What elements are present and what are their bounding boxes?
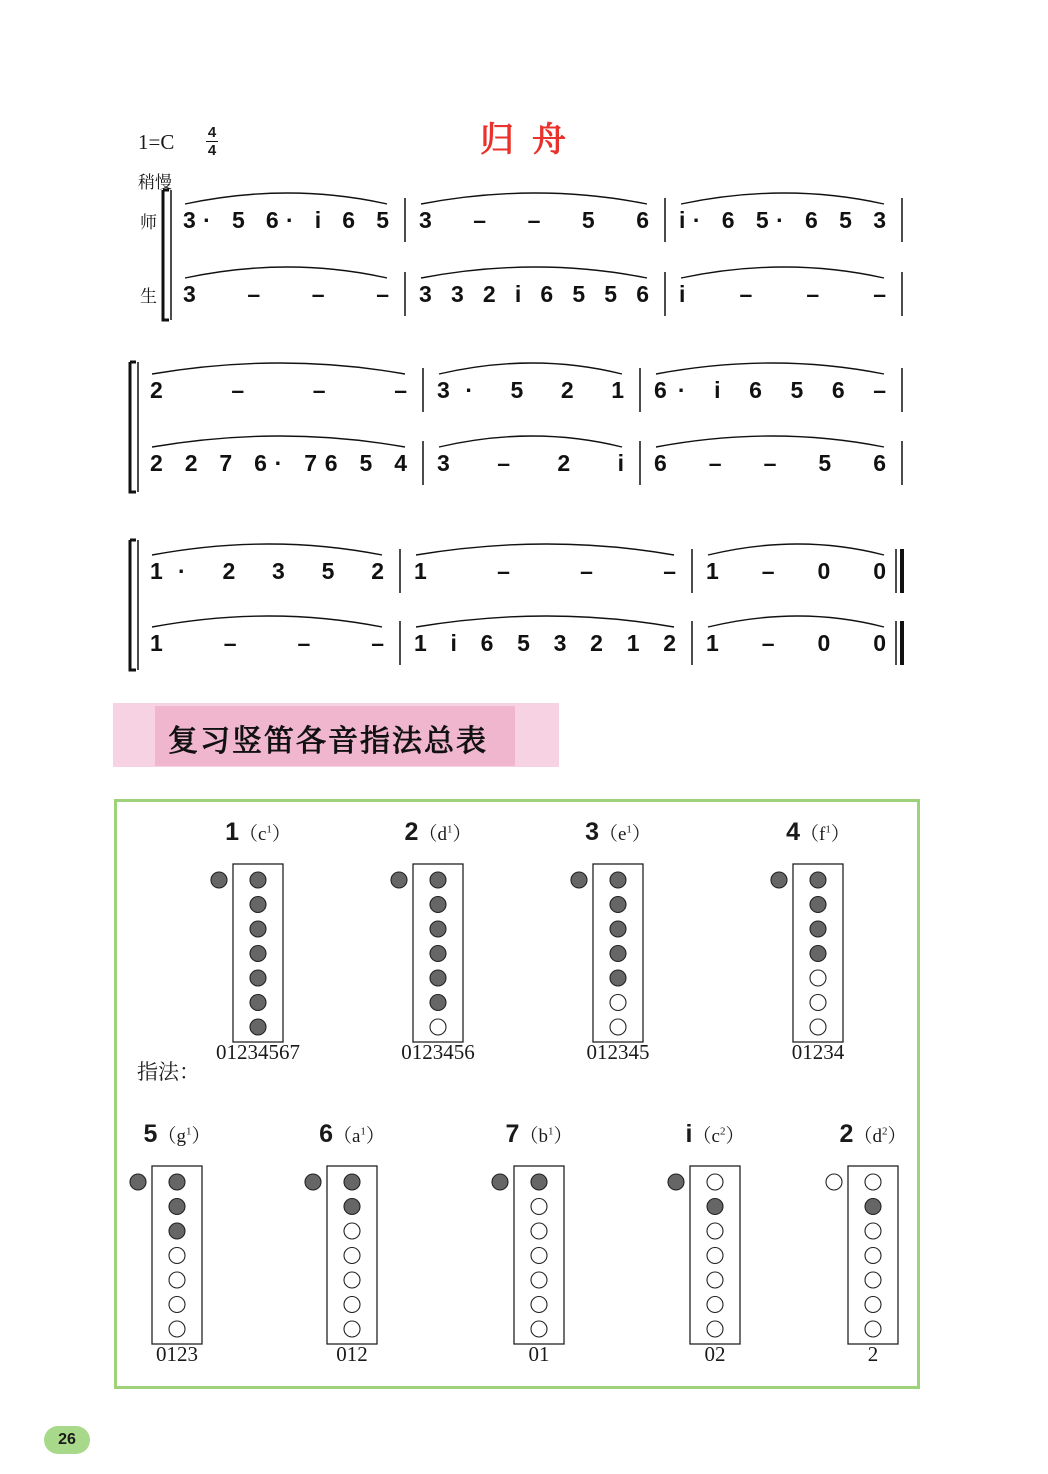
finger-hole-7 xyxy=(169,1321,185,1337)
note-octave: 1 xyxy=(266,823,272,836)
note-number: 1 xyxy=(225,818,239,846)
fingering-note-title xyxy=(333,818,543,847)
recorder-diagram xyxy=(713,858,923,1048)
system-brace xyxy=(130,362,136,492)
finger-hole-2 xyxy=(531,1199,547,1215)
finger-hole-4 xyxy=(707,1248,723,1264)
slur xyxy=(185,267,387,278)
finger-hole-2 xyxy=(707,1199,723,1215)
finger-hole-5 xyxy=(250,970,266,986)
finger-hole-5 xyxy=(531,1272,547,1288)
finger-hole-1 xyxy=(865,1174,881,1190)
key-signature: 1=C xyxy=(138,130,175,154)
slur xyxy=(152,436,405,447)
student-measure: 3 – – – xyxy=(183,281,389,307)
note-pitch-name: （c xyxy=(692,1126,720,1147)
note-paren-close: ） xyxy=(191,1126,211,1147)
note-paren-close: ） xyxy=(631,824,651,845)
note-number: 2 xyxy=(839,1120,854,1148)
finger-hole-6 xyxy=(250,995,266,1011)
note-octave: 1 xyxy=(360,1125,366,1138)
finger-hole-6 xyxy=(707,1297,723,1313)
teacher-measure: i· 6 5· 6 5 3 xyxy=(679,207,886,233)
finger-hole-6 xyxy=(344,1297,360,1313)
finger-hole-7 xyxy=(430,1019,446,1035)
thumb-hole xyxy=(571,872,587,888)
finger-hole-1 xyxy=(250,872,266,888)
finger-hole-2 xyxy=(430,897,446,913)
fingering-note-3 xyxy=(513,818,723,1088)
teacher-measure: 2 – – – xyxy=(150,377,407,403)
note-pitch-name: （b xyxy=(519,1126,548,1147)
student-measure: 1 i 6 5 3 2 1 2 xyxy=(414,630,676,656)
finger-hole-2 xyxy=(169,1199,185,1215)
finger-hole-6 xyxy=(169,1297,185,1313)
note-number: 3 xyxy=(585,818,599,846)
finger-hole-7 xyxy=(250,1019,266,1035)
fingering-code: 01 xyxy=(528,1342,550,1366)
thumb-hole xyxy=(771,872,787,888)
slur xyxy=(421,193,647,204)
student-measure: 3 3 2 i 6 5 5 6 xyxy=(419,281,649,307)
fingering-code: 01234567 xyxy=(216,1040,300,1064)
finger-hole-5 xyxy=(865,1272,881,1288)
fingering-code: 2 xyxy=(867,1342,879,1366)
finger-hole-4 xyxy=(610,946,626,962)
teacher-measure: 6· i 6 5 6 – xyxy=(654,377,886,403)
finger-hole-7 xyxy=(707,1321,723,1337)
note-pitch-name: （c xyxy=(238,824,267,845)
finger-hole-4 xyxy=(344,1248,360,1264)
note-paren-close: ） xyxy=(725,1126,745,1147)
slur xyxy=(416,544,674,555)
finger-hole-3 xyxy=(430,921,446,937)
student-measure: 6 – – 5 6 xyxy=(654,450,886,476)
finger-hole-2 xyxy=(810,897,826,913)
finger-hole-5 xyxy=(707,1272,723,1288)
finger-hole-4 xyxy=(865,1248,881,1264)
slur xyxy=(185,193,387,204)
song-title: 归舟 xyxy=(480,120,584,160)
thumb-hole xyxy=(130,1174,146,1190)
tempo-marking: 稍慢 xyxy=(138,173,172,193)
finger-hole-2 xyxy=(610,897,626,913)
time-signature-bottom: 4 xyxy=(207,142,217,159)
section-title: 复习竖笛各音指法总表 xyxy=(168,724,488,759)
fingering-note-1 xyxy=(153,818,363,1088)
note-number: 6 xyxy=(319,1120,333,1148)
finger-hole-4 xyxy=(169,1248,185,1264)
teacher-measure: 3· 5 2 1 xyxy=(437,377,624,403)
slur xyxy=(439,436,622,447)
note-pitch-name: （f xyxy=(800,824,826,845)
finger-hole-3 xyxy=(810,921,826,937)
fingering-code: 0123 xyxy=(156,1342,198,1366)
finger-hole-6 xyxy=(865,1297,881,1313)
finger-hole-1 xyxy=(430,872,446,888)
fingering-code: 012345 xyxy=(586,1040,650,1064)
finger-hole-5 xyxy=(810,970,826,986)
note-pitch-name: （e xyxy=(598,824,627,845)
thumb-hole xyxy=(305,1174,321,1190)
finger-hole-1 xyxy=(169,1174,185,1190)
slur xyxy=(439,363,622,374)
finger-hole-4 xyxy=(430,946,446,962)
note-number: 7 xyxy=(505,1120,520,1148)
recorder-diagram xyxy=(333,858,543,1048)
fingering-note-title xyxy=(153,818,363,847)
fingering-note-title xyxy=(247,1120,457,1149)
note-pitch-name: （g xyxy=(157,1126,186,1147)
finger-hole-7 xyxy=(531,1321,547,1337)
finger-hole-7 xyxy=(610,1019,626,1035)
recorder-diagram xyxy=(153,858,363,1048)
teacher-measure: 3· 5 6· i 6 5 xyxy=(183,207,389,233)
finger-hole-4 xyxy=(250,946,266,962)
finger-hole-7 xyxy=(810,1019,826,1035)
slur xyxy=(656,363,884,374)
slur xyxy=(416,616,674,627)
part-label-student: 生 xyxy=(140,287,157,307)
finger-hole-4 xyxy=(810,946,826,962)
fingering-note-6 xyxy=(247,1120,457,1390)
finger-hole-4 xyxy=(531,1248,547,1264)
fingering-prefix: 指法： xyxy=(137,1060,200,1084)
slur xyxy=(152,544,382,555)
recorder-diagram xyxy=(768,1160,978,1350)
finger-hole-5 xyxy=(430,970,446,986)
thumb-hole xyxy=(668,1174,684,1190)
finger-hole-6 xyxy=(810,995,826,1011)
teacher-measure: 3 – – 5 6 xyxy=(419,207,649,233)
note-octave: 1 xyxy=(547,1125,554,1138)
student-measure: 1 – – – xyxy=(150,630,384,656)
finger-hole-2 xyxy=(865,1199,881,1215)
system-brace xyxy=(130,540,136,670)
finger-hole-3 xyxy=(344,1223,360,1239)
note-octave: 1 xyxy=(825,823,831,836)
thumb-hole xyxy=(826,1174,842,1190)
note-octave: 1 xyxy=(626,823,632,836)
page-number: 26 xyxy=(44,1426,90,1454)
finger-hole-3 xyxy=(250,921,266,937)
thumb-hole xyxy=(391,872,407,888)
teacher-measure: 1· 2 3 5 2 xyxy=(150,558,384,584)
finger-hole-1 xyxy=(810,872,826,888)
finger-hole-6 xyxy=(610,995,626,1011)
finger-hole-7 xyxy=(344,1321,360,1337)
note-octave: 2 xyxy=(719,1125,726,1138)
thumb-hole xyxy=(492,1174,508,1190)
finger-hole-3 xyxy=(531,1223,547,1239)
music-score xyxy=(0,0,1048,690)
student-measure: 3 – 2 i xyxy=(437,450,624,476)
teacher-measure: 1 – – – xyxy=(414,558,676,584)
note-paren-close: ） xyxy=(887,1126,907,1147)
note-paren-close: ） xyxy=(452,824,472,845)
note-number: 2 xyxy=(404,818,419,846)
slur xyxy=(681,193,884,204)
finger-hole-2 xyxy=(250,897,266,913)
finger-hole-1 xyxy=(610,872,626,888)
thumb-hole xyxy=(211,872,227,888)
student-measure: 1 – 0 0 xyxy=(706,630,886,656)
finger-hole-3 xyxy=(707,1223,723,1239)
slur xyxy=(421,267,647,278)
slur xyxy=(656,436,884,447)
note-octave: 1 xyxy=(185,1125,192,1138)
finger-hole-5 xyxy=(344,1272,360,1288)
slur xyxy=(152,616,382,627)
slur xyxy=(681,267,884,278)
note-octave: 2 xyxy=(881,1125,888,1138)
finger-hole-1 xyxy=(707,1174,723,1190)
fingering-code: 012 xyxy=(336,1342,368,1366)
recorder-diagram xyxy=(247,1160,457,1350)
fingering-note-title xyxy=(768,1120,978,1149)
finger-hole-3 xyxy=(610,921,626,937)
finger-hole-1 xyxy=(344,1174,360,1190)
fingering-code: 02 xyxy=(704,1342,726,1366)
fingering-note-title xyxy=(513,818,723,847)
note-paren-close: ） xyxy=(271,824,291,845)
fingering-code: 0123456 xyxy=(401,1040,475,1064)
note-pitch-name: （a xyxy=(332,1126,361,1147)
note-number: 5 xyxy=(143,1120,158,1148)
note-octave: 1 xyxy=(446,823,453,836)
time-signature-top: 4 xyxy=(207,124,217,141)
note-number: i xyxy=(685,1120,693,1148)
finger-hole-3 xyxy=(865,1223,881,1239)
note-paren-close: ） xyxy=(553,1126,573,1147)
finger-hole-3 xyxy=(169,1223,185,1239)
finger-hole-5 xyxy=(610,970,626,986)
part-label-teacher: 师 xyxy=(140,213,157,233)
slur xyxy=(152,363,405,374)
teacher-measure: 1 – 0 0 xyxy=(706,558,886,584)
fingering-note-title xyxy=(713,818,923,847)
slur xyxy=(708,616,884,627)
note-pitch-name: （d xyxy=(418,824,447,845)
finger-hole-5 xyxy=(169,1272,185,1288)
fingering-code: 01234 xyxy=(791,1040,845,1064)
fingering-note-9 xyxy=(768,1120,978,1390)
finger-hole-2 xyxy=(344,1199,360,1215)
fingering-note-2 xyxy=(333,818,543,1088)
fingering-note-4 xyxy=(713,818,923,1088)
student-measure: i – – – xyxy=(679,281,886,307)
slur xyxy=(708,544,884,555)
finger-hole-7 xyxy=(865,1321,881,1337)
note-number: 4 xyxy=(786,818,801,846)
finger-hole-6 xyxy=(531,1297,547,1313)
finger-hole-1 xyxy=(531,1174,547,1190)
note-paren-close: ） xyxy=(365,1126,385,1147)
system-brace xyxy=(163,190,169,320)
recorder-diagram xyxy=(513,858,723,1048)
note-paren-close: ） xyxy=(830,824,850,845)
finger-hole-6 xyxy=(430,995,446,1011)
note-pitch-name: （d xyxy=(853,1126,882,1147)
student-measure: 2 2 7 6· 76 5 4 xyxy=(150,450,407,476)
